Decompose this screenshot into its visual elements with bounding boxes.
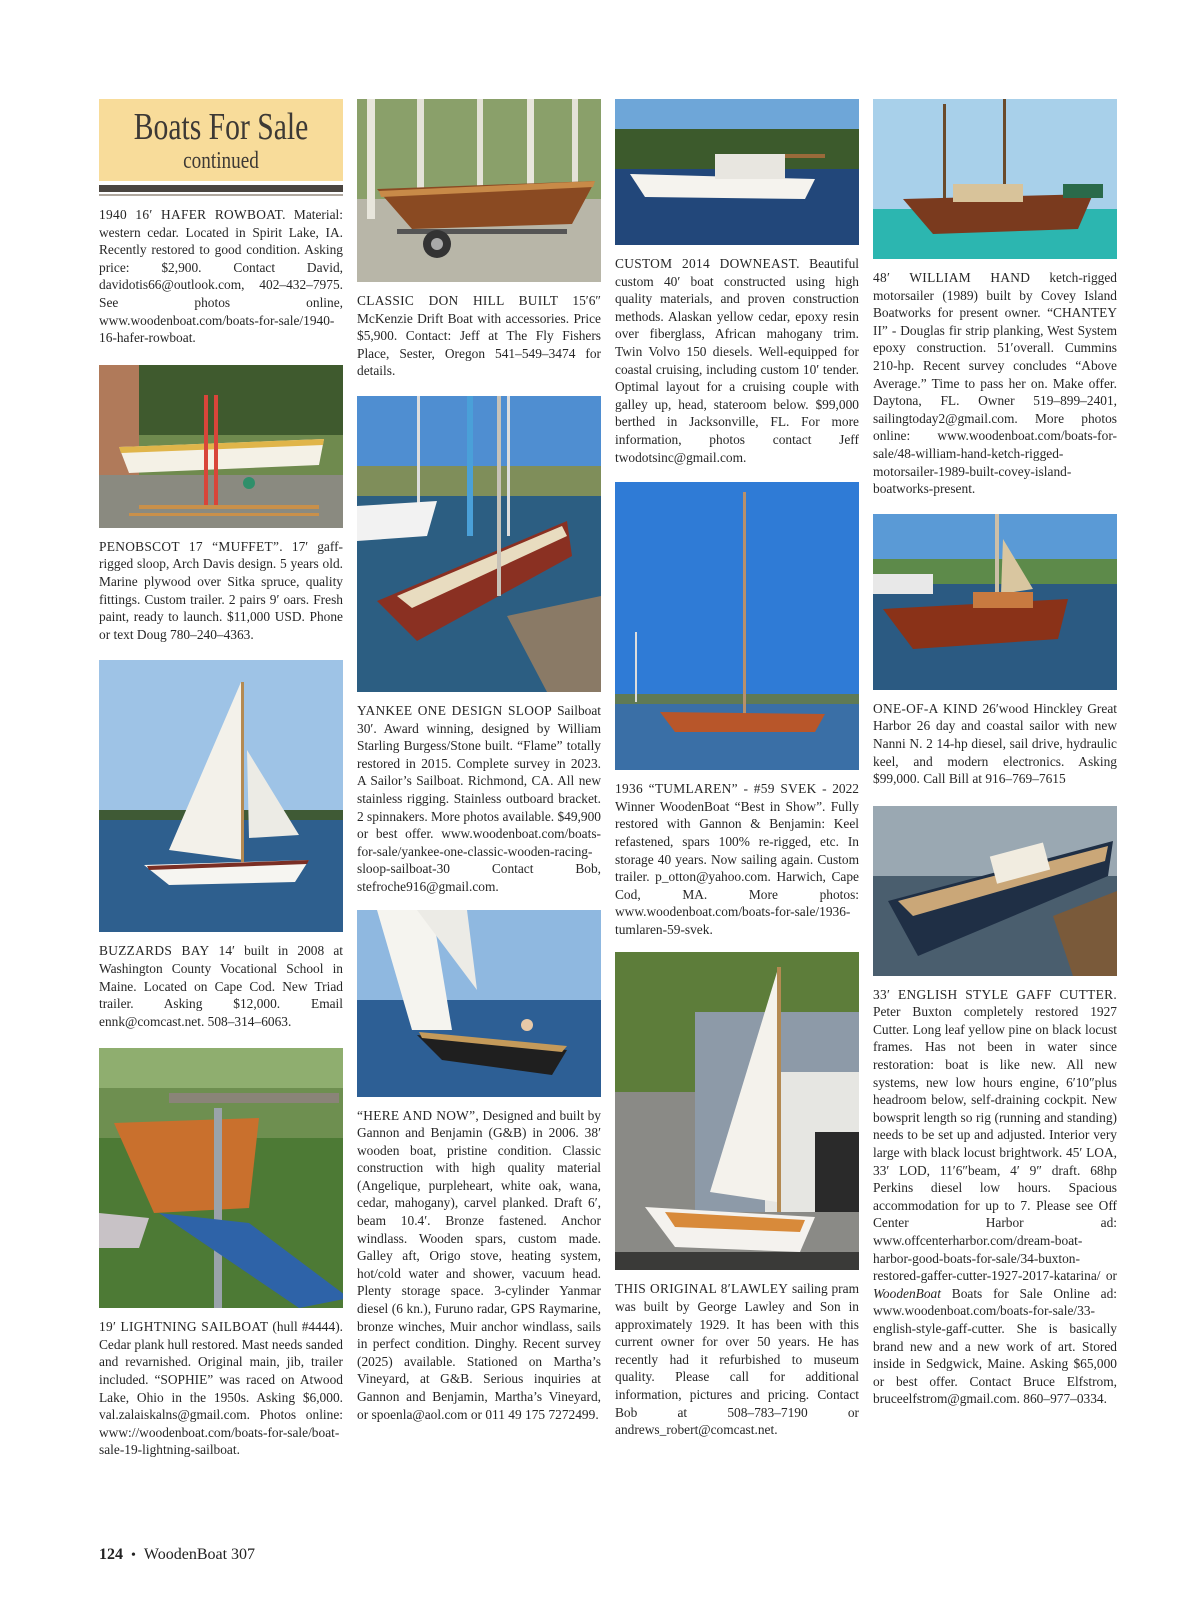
photo-gaff-cutter [873, 806, 1117, 976]
banner-rule-thin [99, 194, 343, 196]
photo-william-hand [873, 99, 1117, 259]
photo-downeast [615, 99, 859, 245]
ad-heading: “HERE AND NOW”, [357, 1107, 480, 1123]
ad-body: Sailboat 30′. Award winning, designed by William Starling Burgess/Stone built. “Flame” totally restored in 2015. Complete survey in 2023. A Sailor’s Sailboat. Richmond, CA. All new stainless rigging. Stainless outboard bracket. 2 spinnakers. More photos available. $49,900 or best offer. www.woodenboat.com/boats-for-sale/yankee-one-classic-wooden-racing-sloop-sailboat-30 Contact Bob, stefroche916@gmail.com. [357, 702, 601, 894]
ad-body: 15′6″ McKenzie Drift Boat with accessories. Price $5,900. Contact: Jeff at The Fly Fishers Place, Sester, Oregon 541–549–3474 for details. [357, 293, 601, 379]
footer-bullet: • [131, 1548, 136, 1563]
ad-tumlaren [615, 780, 859, 938]
column-4 [873, 99, 1117, 1408]
magazine-issue: WoodenBoat 307 [143, 1546, 256, 1563]
ad-gaff-cutter [873, 986, 1117, 1408]
ad-body: 14′ built in 2008 at Washington County Vocational School in Maine. Located on Cape Cod. New Triad trailer. Asking $12,000. Email ennk@comcast.net. 508–314–6063. [99, 943, 343, 1029]
ad-heading: 33′ ENGLISH STYLE GAFF CUTTER. [873, 986, 1117, 1002]
column-2 [357, 99, 601, 1423]
ad-hinckley [873, 700, 1117, 788]
ad-heading: PENOBSCOT 17 “MUFFET”. [99, 538, 283, 554]
photo-hinckley [873, 514, 1117, 690]
banner-rule [99, 185, 343, 192]
ad-heading: 1936 “TUMLAREN” - #59 SVEK - [615, 781, 827, 797]
ad-muffet [99, 538, 343, 644]
ad-heading: THIS ORIGINAL 8′LAWLEY [615, 1281, 789, 1297]
ad-lightning [99, 1318, 343, 1459]
ad-yankee [357, 702, 601, 896]
column-1 [99, 99, 343, 1459]
ad-heading: 1940 16′ HAFER ROWBOAT. [99, 207, 286, 222]
page-footer [99, 1546, 255, 1564]
photo-lightning [99, 1048, 343, 1308]
ad-heading: 48′ WILLIAM HAND [873, 270, 1031, 285]
photo-muffet [99, 365, 343, 528]
ad-body: Peter Buxton completely restored 1927 Cutter. Long leaf yellow pine on black locust frames. Has not been in water since restoration: boat is like new. All new systems, new low hours engine, 6′10″plus headroom below, self-draining cockpit. New bowsprit length so rig (running and standing) needs to be set up and adjusted. Interior very large with black locust brightwork. 45′ LOA, 33′ LOD, 11′6″beam, 4′ 9″ draft. 68hp Perkins diesel low hours. Spacious accommodation for up to 7. Please see Off Center Harbor ad: www.offcenterharbor.com/dream-boat-harbor-good-boats-for-sale/34-buxton-restored-gaffer-cutter-1927-2017-katarina/ or [873, 1004, 1117, 1284]
ad-heading: YANKEE ONE DESIGN SLOOP [357, 702, 552, 718]
ad-hafer-rowboat [99, 206, 343, 347]
ad-body-cont: Boats for Sale Online ad: www.woodenboat.com/boats-for-sale/33-english-style-gaff-cutter. She is basically brand new and a new work of art. Stored inside in Sedgwick, Maine. Asking $65,000 or best offer. Contact Bruce Elfstrom, bruceelfstrom@gmail.com. 860–977–0334. [873, 1285, 1117, 1407]
ad-body: sailing pram was built by George Lawley and Son in approximately 1929. It has been with this current owner for over 50 years. He has recently had it refurbished to museum quality. Please call for additional information, pictures and pricing. Contact Bob at 508–783–7190 or andrews_robert@comcast.net. [615, 1281, 859, 1438]
ad-body: Designed and built by Gannon and Benjamin (G&B) in 2006. 38′ wooden boat, pristine condition. Classic construction with high quality material (Angelique, purpleheart, white oak, wana, cedar, mahogany), carvel planked. Draft 6′, beam 10.4′. Bronze fastened. Anchor windlass. Wooden spars, custom made. Galley aft, Origo stove, heating system, hot/cold water and shower, vacuum head. Plenty storage space. 3-cylinder Yanmar diesel (6 kn.), Furuno radar, GPS Raymarine, bronze winches, Muir anchor windlass, sails in perfect condition. Dinghy. Recent survey (2025) available. Stationed on Martha’s Vineyard, at G&B. Serious inquiries at Gannon and Benjamin, Martha’s Vineyard, or spoenla@aol.com or 011 49 175 7272499. [357, 1107, 601, 1422]
ad-lawley [615, 1280, 859, 1438]
banner-title: Boats For Sale [133, 106, 309, 148]
ad-body: 2022 Winner WoodenBoat “Best in Show”. Fully restored with Gannon & Benjamin: Keel refastened, spars 100% re-rigged, etc. In storage 40 years. Now sailing again. Custom trailer. p_otton@yahoo.com. Harwich, Cape Cod, MA. More photos: www.woodenboat.com/boats-for-sale/1936-tumlaren-59-svek. [615, 781, 859, 937]
ad-heading: ONE-OF-A KIND [873, 700, 978, 716]
ad-body: 26′wood Hinckley Great Harbor 26 day and coastal sailor with new Nanni N. 2 14-hp diesel, sail drive, hydraulic keel, and modern electronics. Asking $99,000. Call Bill at 916–769–7615 [873, 700, 1117, 787]
ad-william-hand [873, 269, 1117, 498]
ad-buzzards-bay [99, 942, 343, 1030]
ad-downeast [615, 255, 859, 466]
ad-don-hill [357, 292, 601, 380]
photo-here-and-now [357, 910, 601, 1097]
photo-yankee [357, 396, 601, 692]
ad-here-and-now [357, 1107, 601, 1424]
photo-don-hill [357, 99, 601, 282]
ad-italic-magazine: WoodenBoat [873, 1285, 941, 1301]
ad-heading: BUZZARDS BAY [99, 943, 210, 959]
ad-body: (hull #4444). Cedar plank hull restored. Mast needs sanded and revarnished. Original main, jib, trailer included. “SOPHIE” was raced on Atwood Lake, Ohio in the 1950s. Asking $6,000. val.zalaiskalns@gmail.com. Photos online: www://woodenboat.com/boats-for-sale/boat-sale-19-lightning-sailboat. [99, 1319, 343, 1458]
ad-body: Beautiful custom 40′ boat constructed using high quality materials, and proven construction methods. Alaskan yellow cedar, epoxy resin over fiberglass, African mahogany trim. Twin Volvo 150 diesels. Well-equipped for coastal cruising, including custom 10′ tender. Optimal layout for a cruising couple with galley up, head, stateroom below. $99,000 berthed in Jacksonville, FL. For more information, photos contact Jeff twodotsinc@gmail.com. [615, 256, 859, 465]
ad-body: Material: western cedar. Located in Spirit Lake, IA. Recently restored to good condition. Asking price: $2,900. Contact David, davidotis66@outlook.com, 402–432–7975. See photos online, www.woodenboat.com/boats-for-sale/1940-16-hafer-rowboat. [99, 207, 343, 346]
column-3 [615, 99, 859, 1439]
ad-heading: 19′ LIGHTNING SAILBOAT [99, 1319, 269, 1335]
photo-tumlaren [615, 482, 859, 770]
ad-body: ketch-rigged motorsailer (1989) built by Covey Island Boatworks for present owner. “CHANTEY II” - Douglas fir strip planking, West System epoxy construction. 51′overall. Cummins 210-hp. Recent survey concludes “Above Average.” Time to pass her on. Make offer. Daytona, FL. Owner 519–899–2401, sailingtoday2@gmail.com. More photos online: www.woodenboat.com/boats-for-sale/48-william-hand-ketch-rigged-motorsailer-1989-built-covey-island-boatworks-present. [873, 270, 1117, 497]
page-number: 124 [99, 1546, 123, 1563]
section-banner [99, 99, 343, 181]
ad-heading: CLASSIC DON HILL BUILT [357, 293, 559, 308]
photo-lawley [615, 952, 859, 1270]
ad-heading: CUSTOM 2014 DOWNEAST. [615, 256, 800, 271]
photo-buzzards-bay [99, 660, 343, 932]
banner-subtitle: continued [183, 148, 259, 174]
ad-body: 17′ gaff-rigged sloop, Arch Davis design. 5 years old. Marine plywood over Sitka spruce, quality fittings. Custom trailer. 2 pairs 9′ oars. Fresh paint, ready to launch. $11,000 USD. Phone or text Doug 780–240–4363. [99, 538, 343, 642]
